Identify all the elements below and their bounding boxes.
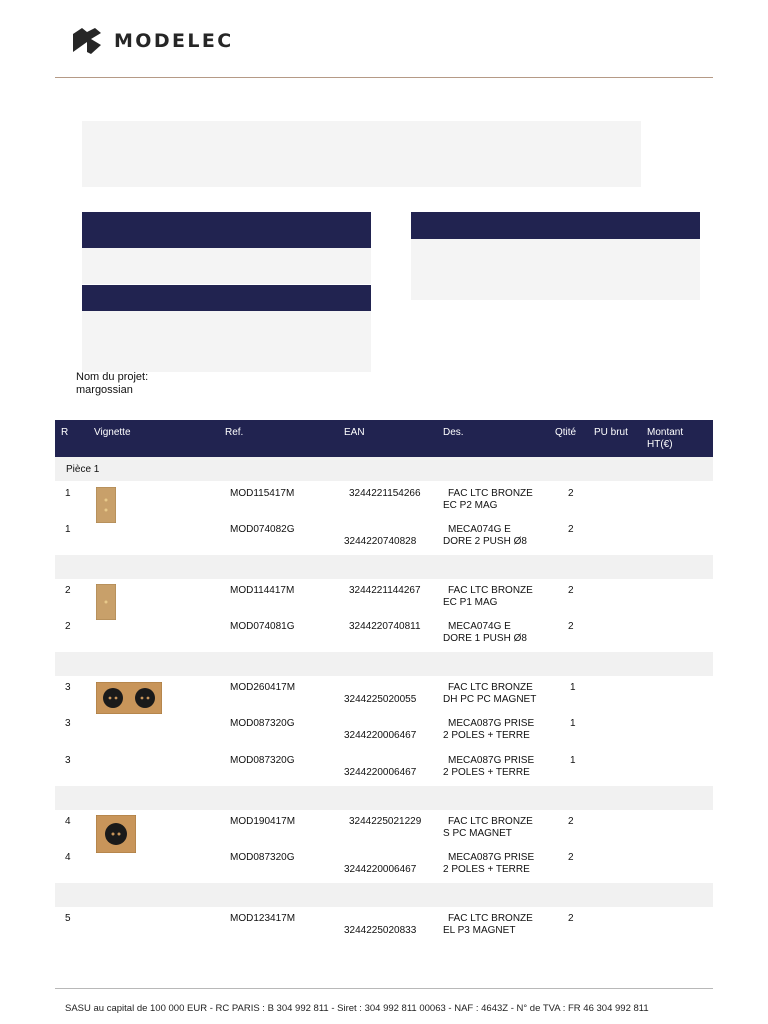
row-ean: 3244221154266 xyxy=(349,488,421,499)
row-des: FAC LTC BRONZE S PC MAGNET xyxy=(443,816,533,839)
row-r: 4 xyxy=(65,816,71,827)
row-qty: 2 xyxy=(568,488,574,499)
row-qty: 2 xyxy=(568,524,574,535)
table-header xyxy=(55,420,713,457)
col-montant-line2: HT(€) xyxy=(647,439,673,450)
row-ref: MOD115417M xyxy=(230,488,295,499)
col-vignette: Vignette xyxy=(94,427,131,438)
row-r: 4 xyxy=(65,852,71,863)
col-ref: Ref. xyxy=(225,427,244,438)
row-des: FAC LTC BRONZE EC P1 MAG xyxy=(443,585,533,608)
row-ean: 3244225020833 xyxy=(344,925,417,936)
row-qty: 2 xyxy=(568,816,574,827)
row-ean: 3244220006467 xyxy=(344,864,417,875)
row-r: 3 xyxy=(65,755,71,766)
row-r: 5 xyxy=(65,913,71,924)
row-r: 2 xyxy=(65,585,71,596)
switch-plate-thumbnail xyxy=(96,487,116,523)
switch-plate-thumbnail xyxy=(96,584,116,620)
row-qty: 2 xyxy=(568,913,574,924)
row-r: 3 xyxy=(65,682,71,693)
row-des: FAC LTC BRONZE DH PC PC MAGNET xyxy=(443,682,537,705)
top-info-panel xyxy=(82,121,641,187)
col-pu-brut: PU brut xyxy=(594,427,628,438)
col-montant-line1: Montant xyxy=(647,427,684,438)
row-qty: 2 xyxy=(568,852,574,863)
section-band xyxy=(55,457,713,481)
row-ref: MOD074081G xyxy=(230,621,295,632)
col-r: R xyxy=(61,427,69,438)
group-separator xyxy=(55,883,713,907)
row-ref: MOD114417M xyxy=(230,585,295,596)
col-qtite: Qtité xyxy=(555,427,577,438)
row-ean: 3244221144267 xyxy=(349,585,421,596)
row-ref: MOD087320G xyxy=(230,718,295,729)
col-des: Des. xyxy=(443,427,464,438)
project-info xyxy=(76,371,148,397)
row-ean: 3244225021229 xyxy=(349,816,422,827)
row-qty: 2 xyxy=(568,621,574,632)
left-panel-body xyxy=(82,248,371,284)
brand-logo xyxy=(73,28,234,54)
modelec-logo-icon xyxy=(73,28,101,54)
left-panel-subheader xyxy=(82,285,371,311)
page-footer xyxy=(55,988,713,1014)
row-r: 1 xyxy=(65,488,71,499)
page-header xyxy=(55,0,713,78)
project-label: Nom du projet: xyxy=(76,371,149,383)
group-separator xyxy=(55,555,713,579)
row-des: MECA087G PRISE 2 POLES + TERRE xyxy=(443,852,535,875)
row-qty: 1 xyxy=(570,755,576,766)
row-des: MECA074G E DORE 2 PUSH Ø8 xyxy=(443,524,527,547)
row-ean: 3244220006467 xyxy=(344,730,417,741)
row-des: MECA087G PRISE 2 POLES + TERRE xyxy=(443,755,535,778)
row-ean: 3244220006467 xyxy=(344,767,417,778)
row-r: 1 xyxy=(65,524,71,535)
row-des: MECA074G E DORE 1 PUSH Ø8 xyxy=(443,621,527,644)
double-socket-thumbnail xyxy=(96,682,162,714)
row-qty: 2 xyxy=(568,585,574,596)
right-panel-body xyxy=(411,239,700,300)
row-ref: MOD123417M xyxy=(230,913,296,924)
right-panel-header xyxy=(411,212,700,239)
row-ean: 3244220740811 xyxy=(349,621,421,632)
project-name: margossian xyxy=(76,384,133,396)
single-socket-thumbnail xyxy=(96,815,136,853)
row-des: MECA087G PRISE 2 POLES + TERRE xyxy=(443,718,535,741)
section-label: Pièce 1 xyxy=(66,464,100,475)
row-ref: MOD087320G xyxy=(230,755,295,766)
legal-text: SASU au capital de 100 000 EUR - RC PARIS : B 304 992 811 - Siret : 304 992 811 00063 - NAF : 4643Z - N° de TVA : FR 46 304 992 811 xyxy=(65,1003,649,1014)
row-ref: MOD087320G xyxy=(230,852,295,863)
row-ean: 3244220740828 xyxy=(344,536,417,547)
row-qty: 1 xyxy=(570,682,576,693)
row-ref: MOD074082G xyxy=(230,524,295,535)
row-qty: 1 xyxy=(570,718,576,729)
row-r: 3 xyxy=(65,718,71,729)
col-montant xyxy=(647,427,683,451)
left-panel-header xyxy=(82,212,371,248)
row-des: FAC LTC BRONZE EC P2 MAG xyxy=(443,488,533,511)
row-r: 2 xyxy=(65,621,71,632)
brand-name: MODELEC xyxy=(114,30,234,52)
row-ref: MOD260417M xyxy=(230,682,296,693)
row-des: FAC LTC BRONZE EL P3 MAGNET xyxy=(443,913,533,936)
col-ean: EAN xyxy=(344,427,365,438)
group-separator xyxy=(55,786,713,810)
group-separator xyxy=(55,652,713,676)
left-panel-subbody xyxy=(82,311,371,372)
row-ref: MOD190417M xyxy=(230,816,296,827)
row-ean: 3244225020055 xyxy=(344,694,417,705)
